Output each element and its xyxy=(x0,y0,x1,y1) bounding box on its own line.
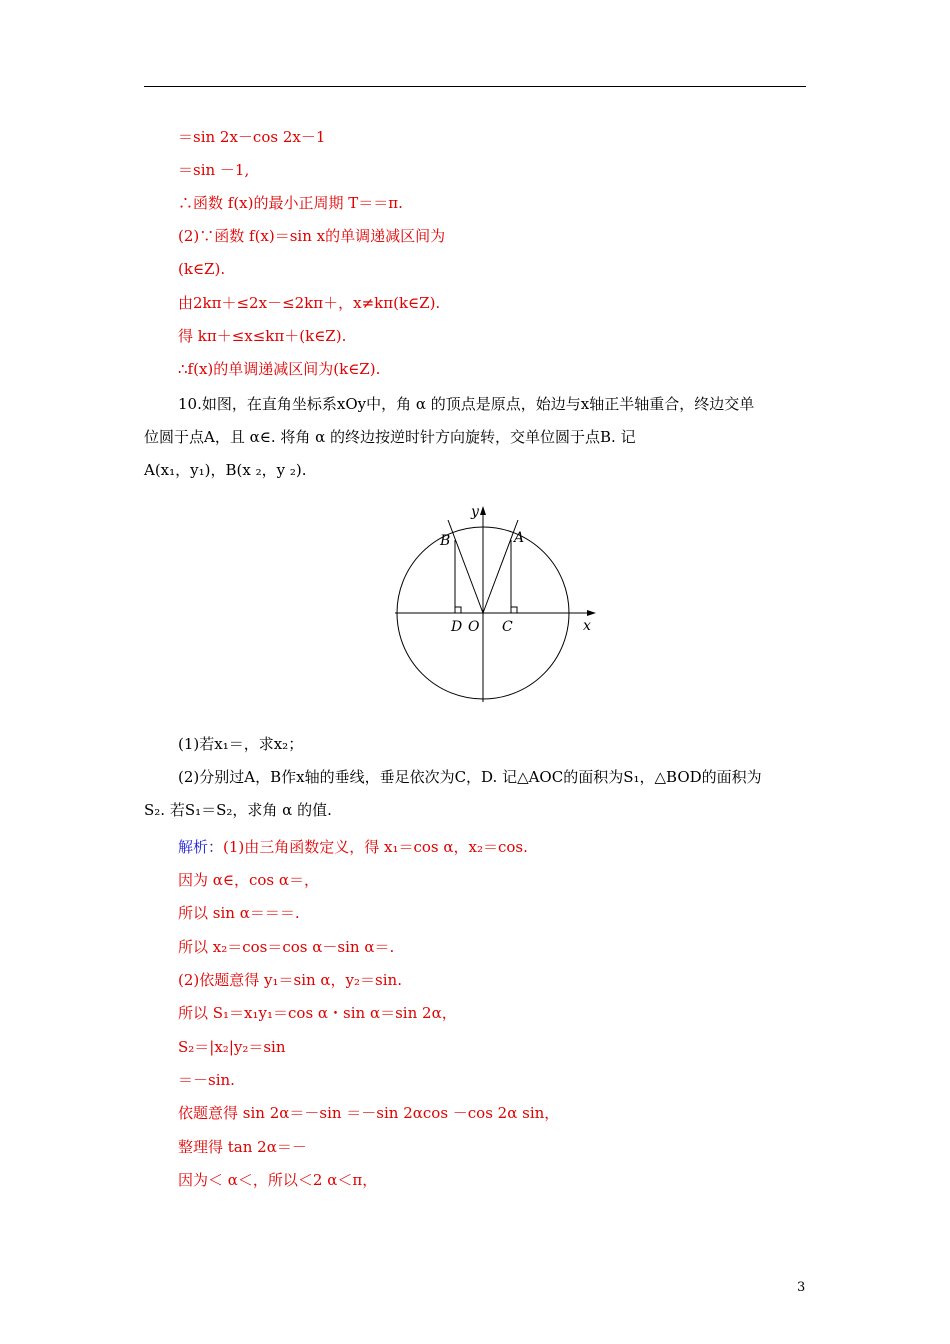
label-b: B xyxy=(440,533,451,549)
solution-line: (k∈Z). xyxy=(178,260,226,278)
label-x: x xyxy=(583,618,591,634)
header-rule xyxy=(144,86,806,87)
analysis-line: 所以 sin α＝＝＝. xyxy=(178,904,300,922)
ray-oa xyxy=(483,520,518,613)
label-o: O xyxy=(468,619,480,635)
problem-line: 位圆于点A，且 α∈. 将角 α 的终边按逆时针方向旋转，交单位圆于点B. 记 xyxy=(144,428,636,446)
solution-line: 得 kπ＋≤x≤kπ＋(k∈Z). xyxy=(178,327,347,345)
question-2-line: S₂. 若S₁＝S₂，求角 α 的值. xyxy=(144,801,332,819)
solution-line: (2)∵函数 f(x)＝sin x的单调递减区间为 xyxy=(178,227,446,245)
analysis-text: (1)由三角函数定义，得 x₁＝cos α，x₂＝cos. xyxy=(223,838,528,856)
solution-line: ∴函数 f(x)的最小正周期 T＝＝π. xyxy=(178,194,403,212)
ray-ob xyxy=(448,520,483,613)
analysis-line: 所以 x₂＝cos＝cos α－sin α＝. xyxy=(178,938,395,956)
solution-line: ＝sin 2x－cos 2x－1 xyxy=(178,128,326,146)
label-a: A xyxy=(514,530,525,546)
analysis-first-line xyxy=(178,837,528,857)
problem-line: A(x₁，y₁)，B(x ₂，y ₂). xyxy=(144,461,307,479)
analysis-line: (2)依题意得 y₁＝sin α，y₂＝sin. xyxy=(178,971,402,989)
solution-line: ＝sin －1, xyxy=(178,161,250,179)
unit-circle-figure xyxy=(390,500,610,710)
solution-line: 由2kπ＋≤2x－≤2kπ＋，x≠kπ(k∈Z). xyxy=(178,294,441,312)
label-c: C xyxy=(502,619,513,635)
x-axis-arrow xyxy=(587,610,596,616)
y-axis-arrow xyxy=(480,506,486,515)
analysis-label: 解析： xyxy=(178,838,224,856)
problem-statement xyxy=(144,388,806,487)
analysis-line: S₂＝|x₂|y₂＝sin xyxy=(178,1038,286,1056)
analysis-line: 依题意得 sin 2α＝－sin ＝－sin 2αcos －cos 2α sin， xyxy=(178,1104,560,1122)
analysis-line: 因为 α∈，cos α＝， xyxy=(178,871,320,889)
analysis-line: 所以 S₁＝x₁y₁＝cos α・sin α＝sin 2α， xyxy=(178,1004,457,1022)
right-angle-mark-d xyxy=(455,607,461,613)
solution-line: ∴f(x)的单调递减区间为(k∈Z). xyxy=(178,360,381,378)
label-d: D xyxy=(451,619,463,635)
analysis-line: 因为＜ α＜，所以＜2 α＜π， xyxy=(178,1171,378,1189)
right-angle-mark-c xyxy=(511,607,517,613)
question-1: (1)若x₁＝，求x₂； xyxy=(178,735,304,753)
problem-line: 10.如图，在直角坐标系xOy中，角 α 的顶点是原点，始边与x轴正半轴重合，终边交单 xyxy=(178,395,755,413)
analysis-line: ＝－sin. xyxy=(178,1071,235,1089)
analysis-line: 整理得 tan 2α＝－ xyxy=(178,1138,307,1156)
page-number: 3 xyxy=(797,1280,806,1295)
question-2-line: (2)分别过A，B作x轴的垂线，垂足依次为C，D. 记△AOC的面积为S₁，△BOD的面积为 xyxy=(178,768,762,786)
label-y: y xyxy=(471,504,479,520)
